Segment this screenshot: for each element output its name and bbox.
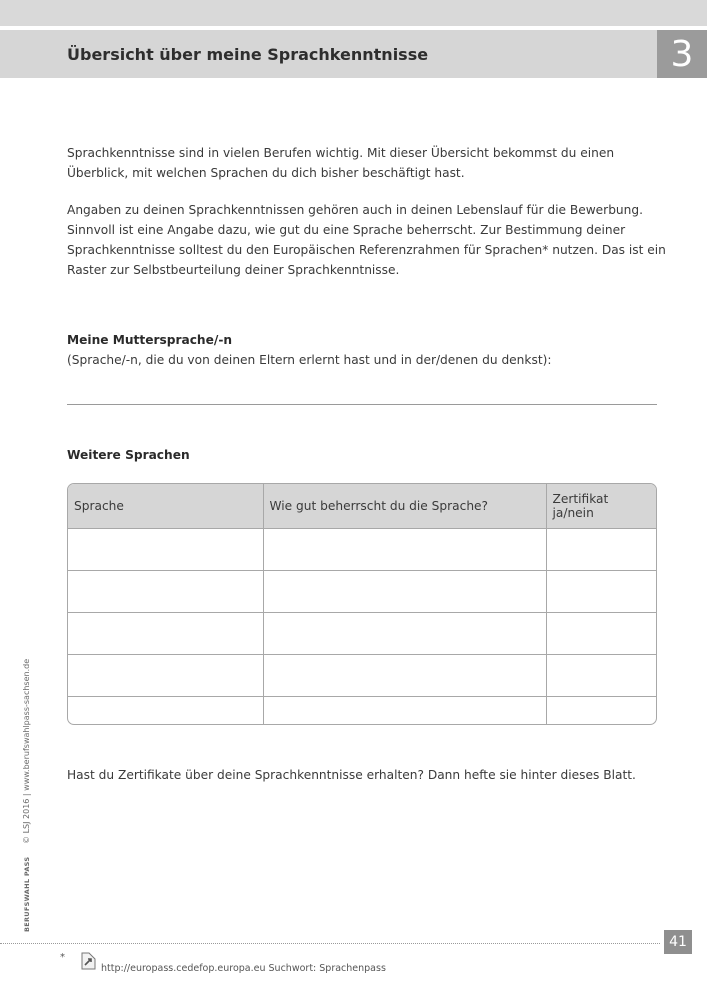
brand-logo: BERUFSWAHL PASS	[23, 856, 31, 932]
intro-paragraph-1: Sprachkenntnisse sind in vielen Berufen wichtig. Mit dieser Übersicht bekommst du einen Überblick, mit welchen Sprachen du dich bisher beschäftigt hast.	[67, 146, 615, 180]
mother-tongue-heading: Meine Muttersprache/-n	[67, 333, 233, 347]
chapter-number: 3	[657, 30, 707, 78]
certificate-note: Hast du Zertifikate über deine Sprachkenntnisse erhalten? Dann hefte sie hinter dieses Blatt.	[67, 768, 636, 782]
language-cell[interactable]	[68, 613, 263, 655]
mother-tongue-answer-line	[67, 404, 657, 405]
language-cell[interactable]	[68, 571, 263, 613]
footnote-link[interactable]: http://europass.cedefop.europa.eu Suchwort: Sprachenpass	[101, 963, 386, 974]
page-number: 41	[664, 930, 692, 954]
language-cell[interactable]	[68, 697, 263, 726]
certificate-cell[interactable]	[546, 571, 657, 613]
column-header-certificate: Zertifikat ja/nein	[546, 484, 657, 529]
proficiency-cell[interactable]	[263, 571, 546, 613]
proficiency-cell[interactable]	[263, 655, 546, 697]
top-band	[0, 0, 707, 26]
mother-tongue-hint: (Sprache/-n, die du von deinen Eltern erlernt hast und in der/denen du denkst):	[67, 353, 552, 367]
other-languages-heading: Weitere Sprachen	[67, 448, 190, 462]
certificate-cell[interactable]	[546, 613, 657, 655]
side-imprint	[22, 659, 31, 932]
footnote-marker: *	[60, 952, 65, 963]
column-header-language: Sprache	[68, 484, 263, 529]
table-row	[68, 613, 657, 655]
column-header-proficiency: Wie gut beherrscht du die Sprache?	[263, 484, 546, 529]
language-cell[interactable]	[68, 655, 263, 697]
table-row	[68, 529, 657, 571]
proficiency-cell[interactable]	[263, 697, 546, 726]
copyright-text: © LSJ 2016 | www.berufswahlpass-sachsen.de	[22, 658, 31, 844]
languages-table	[67, 483, 657, 725]
title-bar	[0, 30, 657, 78]
footer-divider	[0, 943, 660, 944]
certificate-cell[interactable]	[546, 529, 657, 571]
intro-paragraph-2: Angaben zu deinen Sprachkenntnissen gehören auch in deinen Lebenslauf für die Bewerbung. Sinnvoll ist eine Angabe dazu, wie gut du eine Sprache beherrscht. Zur Bestimmung deiner Sprachkenntnisse solltest du den Europäischen Referenzrahmen für Sprachen* nutzen. Das ist ein Raster zur Selbstbeurteilung deiner Sprachkenntnisse.	[67, 203, 666, 277]
page-title: Übersicht über meine Sprachkenntnisse	[67, 44, 429, 64]
proficiency-cell[interactable]	[263, 529, 546, 571]
proficiency-cell[interactable]	[263, 613, 546, 655]
table-row	[68, 655, 657, 697]
external-link-icon	[80, 952, 96, 970]
language-cell[interactable]	[68, 529, 263, 571]
table-row	[68, 697, 657, 726]
certificate-cell[interactable]	[546, 697, 657, 726]
table-row	[68, 571, 657, 613]
certificate-cell[interactable]	[546, 655, 657, 697]
